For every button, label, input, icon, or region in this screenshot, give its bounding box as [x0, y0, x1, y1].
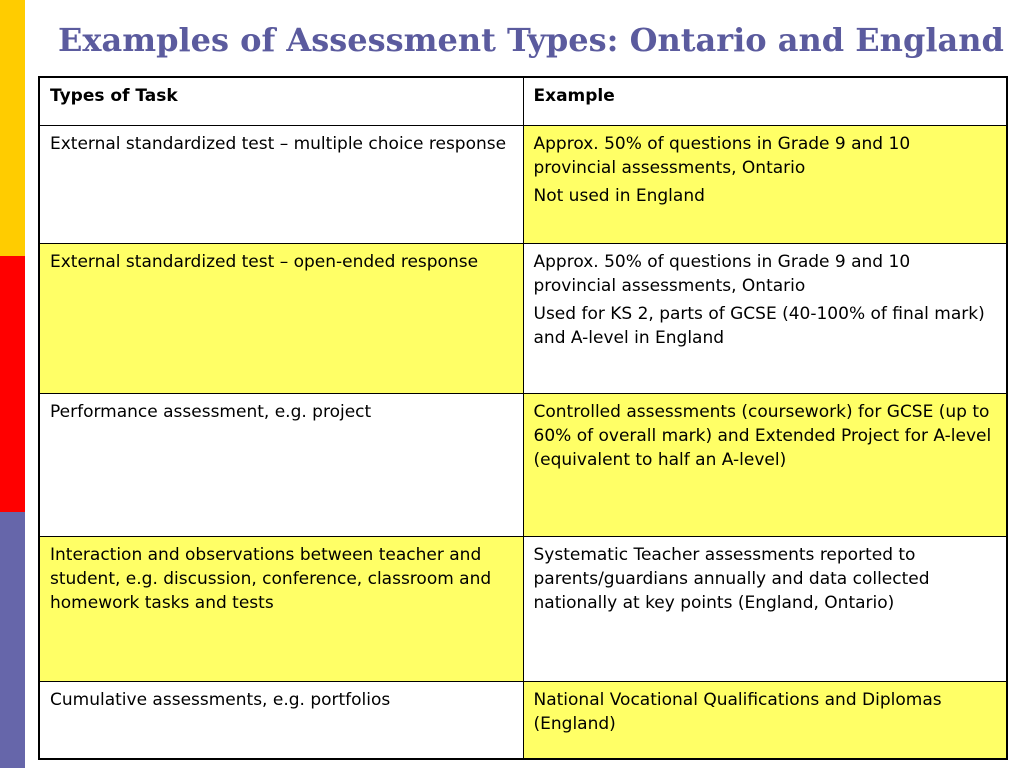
- task-text: External standardized test – open-ended response: [50, 251, 479, 272]
- example-cell: [523, 681, 1007, 759]
- task-text: Performance assessment, e.g. project: [50, 401, 372, 422]
- task-text: External standardized test – multiple choice response: [50, 133, 507, 154]
- task-cell: [39, 681, 523, 759]
- example-text: Approx. 50% of questions in Grade 9 and 10 provincial assessments, Ontario: [533, 133, 911, 178]
- example-cell: [523, 125, 1007, 243]
- table-header-row: [39, 77, 1007, 125]
- example-text: Approx. 50% of questions in Grade 9 and 10 provincial assessments, Ontario: [533, 251, 911, 296]
- table-row: [39, 393, 1007, 536]
- example-text: Controlled assessments (coursework) for GCSE (up to 60% of overall mark) and Extended Project for A-level (equivalent to half an A-level): [533, 401, 992, 470]
- task-cell: [39, 243, 523, 393]
- header-types-of-task: Types of Task: [39, 77, 523, 125]
- header-example: Example: [523, 77, 1007, 125]
- sidebar-blue-block: [0, 512, 25, 768]
- example-text: National Vocational Qualifications and Diplomas (England): [533, 689, 942, 734]
- decorative-sidebar: [0, 0, 25, 768]
- task-cell: [39, 393, 523, 536]
- table-row: [39, 681, 1007, 759]
- table-row: [39, 536, 1007, 681]
- task-cell: [39, 536, 523, 681]
- sidebar-yellow-block: [0, 0, 25, 256]
- task-text: Interaction and observations between teacher and student, e.g. discussion, conference, classroom and homework tasks and tests: [50, 544, 492, 613]
- example-cell: [523, 536, 1007, 681]
- example-text: Used for KS 2, parts of GCSE (40-100% of final mark) and A-level in England: [533, 303, 985, 348]
- table-row: [39, 125, 1007, 243]
- task-text: Cumulative assessments, e.g. portfolios: [50, 689, 391, 710]
- example-text: Not used in England: [533, 185, 705, 206]
- example-cell: [523, 393, 1007, 536]
- table-row: [39, 243, 1007, 393]
- page-title: Examples of Assessment Types: Ontario and England: [58, 21, 1004, 59]
- sidebar-red-block: [0, 256, 25, 512]
- task-cell: [39, 125, 523, 243]
- example-cell: [523, 243, 1007, 393]
- example-text: Systematic Teacher assessments reported to parents/guardians annually and data collected nationally at key points (England, Ontario): [533, 544, 930, 613]
- assessment-table: [38, 76, 1008, 760]
